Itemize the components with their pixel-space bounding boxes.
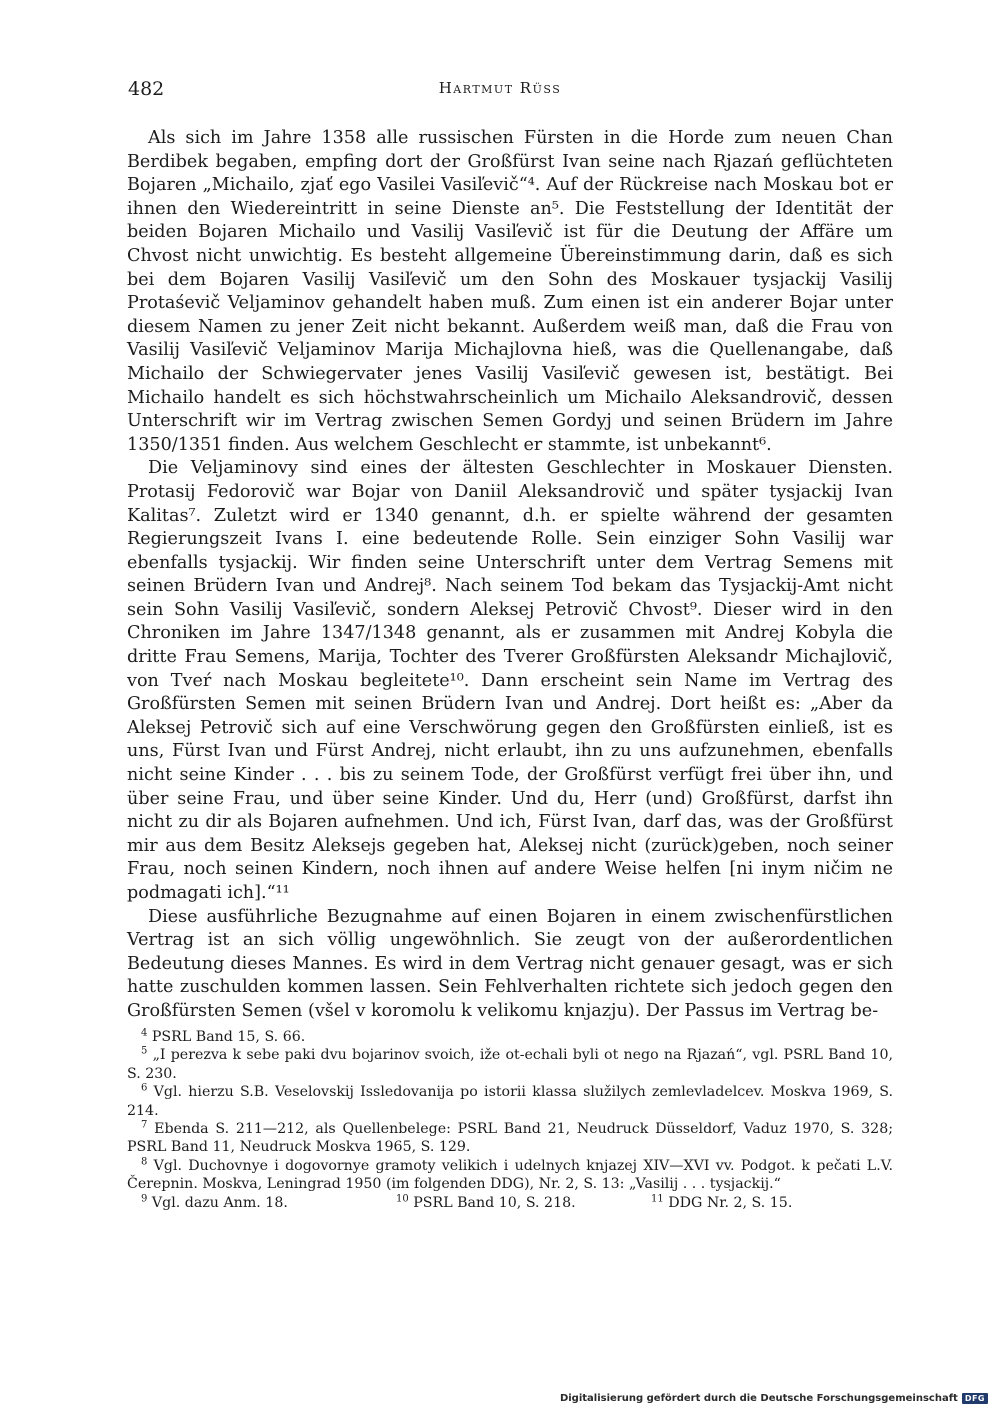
footnote-text: Vgl. dazu Anm. 18.: [151, 1194, 288, 1211]
footnote-marker: 8: [141, 1156, 148, 1168]
footnote-marker: 4: [141, 1027, 148, 1039]
footnotes: [127, 1028, 893, 1212]
footnote-marker: 6: [141, 1082, 148, 1094]
running-head: Hartmut Rüss: [438, 79, 562, 97]
footnote-text: Ebenda S. 211—212, als Quellenbelege: PSRL Band 21, Neudruck Düsseldorf, Vaduz 1970, S. 328; PSRL Band 11, Neudruck Moskva 1965, S. 129.: [127, 1121, 893, 1156]
footnote: [127, 1046, 893, 1083]
dfg-logo-icon: DFG: [962, 1393, 988, 1404]
paragraph: Diese ausführliche Bezugnahme auf einen Bojaren in einem zwischenfürstlichen Vertrag ist an sich völlig ungewöhnlich. Sie zeugt von der außerordentlichen Bedeutung dieses Mannes. Es wird in dem Vertrag nicht genauer gesagt, was er sich hatte zuschulden kommen lassen. Sein Fehlverhalten richtete sich jedoch gegen den Großfürsten Semen (všel v koromolu k velikomu knjazju). Der Passus im Vertrag be-: [127, 906, 893, 1021]
footnote: [127, 1083, 893, 1120]
footnote-marker: 9: [141, 1192, 148, 1204]
footnote-marker: 10: [396, 1192, 409, 1204]
footnote: [127, 1120, 893, 1157]
paragraph: Die Veljaminovy sind eines der ältesten Geschlechter in Moskauer Diensten. Protasij Fedorovič war Bojar von Daniil Aleksandrovič und später tysjackij Ivan Kalitas⁷. Zuletzt wird er 1340 genannt, d.h. er spielte während der gesamten Regierungszeit Ivans I. eine bedeutende Rolle. Sein einziger Sohn Vasilij war ebenfalls tysjackij. Wir finden seine Unterschrift unter dem Vertrag Semens mit seinen Brüdern Ivan und Andrej⁸. Nach seinem Tod bekam das Tysjackij-Amt nicht sein Sohn Vasilij Vasiľevič, sondern Aleksej Petrovič Chvost⁹. Dieser wird in den Chroniken im Jahre 1347/1348 genannt, als er zusammen mit Andrej Kobyla die dritte Frau Semens, Marija, Tochter des Tverer Großfürsten Aleksandr Michajlovič, von Tveŕ nach Moskau begleitete¹⁰. Dann erscheint sein Name im Vertrag des Großfürsten Semen mit seinen Brüdern Ivan und Andrej. Dort heißt es: „Aber da Aleksej Petrovič sich auf eine Verschwörung gegen den Großfürsten einließ, ist es uns, Fürst Ivan und Fürst Andrej, nicht erlaubt, ihn zu uns aufzunehmen, ebenfalls nicht seine Kinder . . . bis zu seinem Tode, der Großfürst verfügt frei über ihn, und über seine Frau, und über seine Kinder. Und du, Herr (und) Großfürst, darfst ihn nicht zu dir als Bojaren aufnehmen. Und ich, Fürst Ivan, darf das, was der Großfürst mir aus dem Besitz Aleksejs gegeben hat, Aleksej nicht (zurück)geben, noch seiner Frau, noch seinen Kindern, noch ihnen auf andere Weise helfen [ni inym ničim ne podmagati ich].“¹¹: [127, 458, 893, 903]
footnote: [637, 1194, 892, 1212]
footnote-marker: 7: [141, 1119, 148, 1131]
paragraph: Als sich im Jahre 1358 alle russischen Fürsten in die Horde zum neuen Chan Berdibek begaben, empfing dort der Großfürst Ivan seine nach Rjazań geflüchteten Bojaren „Michailo, zjať ego Vasilei Vasiľevič“⁴. Auf der Rückreise nach Moskau bot er ihnen den Wiedereintritt in seine Dienste an⁵. Die Feststellung der Identität der beiden Bojaren Michailo und Vasilij Vasiľevič ist für die Deutung der Affäre um Chvost nicht unwichtig. Es besteht allgemeine Übereinstimmung darin, daß es sich bei dem Bojaren Vasilij Vasiľevič um den Sohn des Moskauer tysjackij Vasilij Protaśevič Veljaminov gehandelt haben muß. Zum einen ist ein anderer Bojar unter diesem Namen zu jener Zeit nicht bekannt. Außerdem weiß man, daß die Frau von Vasilij Vasiľevič Veljaminov Marija Michajlovna hieß, was die Quellenangabe, daß Michailo der Schwiegervater jenes Vasilij Vasiľevič gewesen ist, bestätigt. Bei Michailo handelt es sich höchstwahrscheinlich um Michailo Aleksandrovič, dessen Unterschrift wir im Vertrag zwischen Semen Gordyj und seinen Brüdern im Jahre 1350/1351 finden. Aus welchem Geschlecht er stammte, ist unbekannt⁶.: [127, 128, 893, 455]
footnote-marker: 11: [651, 1192, 664, 1204]
footnote-row: [127, 1194, 893, 1212]
footnote-text: Vgl. Duchovnye i dogovornye gramoty velikich i udelnych knjazej XIV—XVI vv. Podgot. k pečati L.V. Čerepnin. Moskva, Leningrad 1950 (im folgenden DDG), Nr. 2, S. 13: „Vasilij . . . tysjackij.“: [127, 1157, 893, 1193]
page-number: 482: [128, 78, 165, 100]
footnote-text: PSRL Band 15, S. 66.: [151, 1029, 306, 1045]
footnote-text: „I perezva k sebe paki dvu bojarinov svoich, iže ot-echali byli ot nego na Rjazań“, vgl. PSRL Band 10, S. 230.: [127, 1047, 893, 1082]
footnote-text: DDG Nr. 2, S. 15.: [668, 1194, 793, 1211]
footnote: [127, 1028, 893, 1046]
footnote-text: PSRL Band 10, S. 218.: [413, 1194, 576, 1211]
footnote: [382, 1194, 637, 1212]
footnote-text: Vgl. hierzu S.B. Veselovskij Issledovanija po istorii klassa služilych zemlevladelcev. Moskva 1969, S. 214.: [127, 1084, 893, 1119]
footnote: [127, 1157, 893, 1194]
digitization-credit: [560, 1393, 988, 1404]
footnote-marker: 5: [141, 1045, 148, 1057]
footnote: [127, 1194, 382, 1212]
body-text: [127, 127, 893, 1024]
credit-text: Digitalisierung gefördert durch die Deutsche Forschungsgemeinschaft: [559, 1393, 958, 1404]
